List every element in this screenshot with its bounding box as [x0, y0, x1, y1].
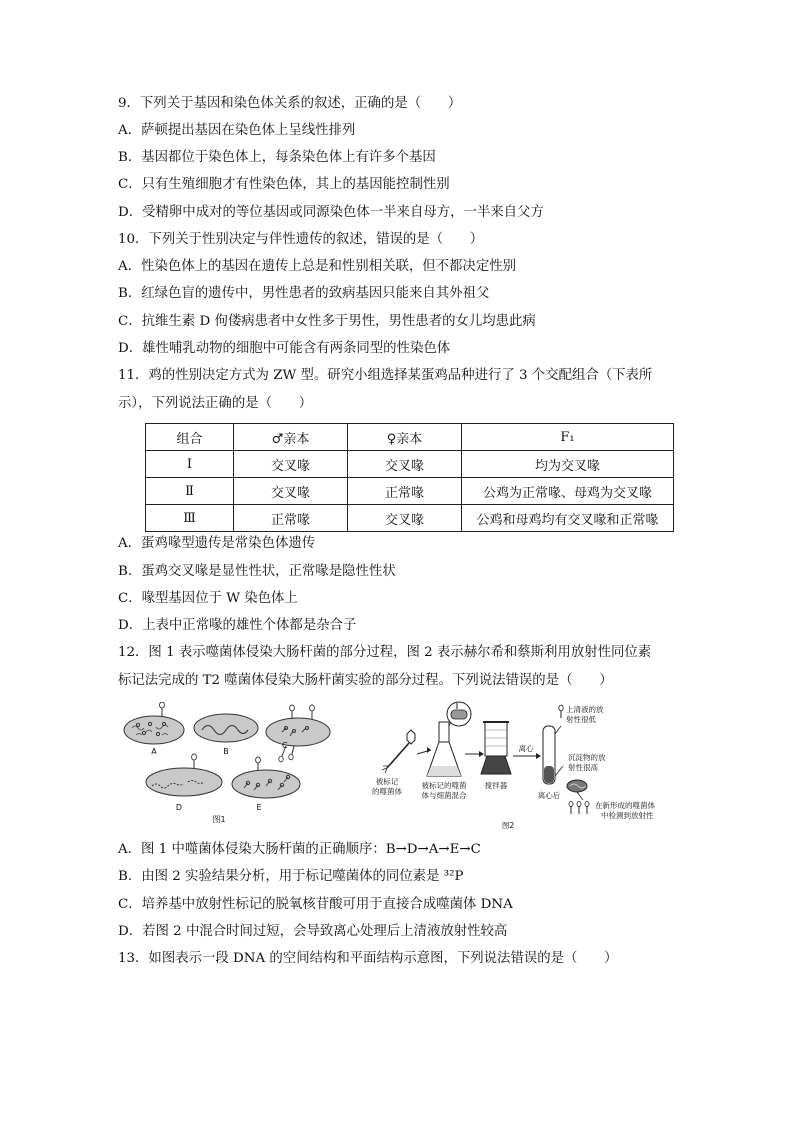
q11-option-a: A．蛋鸡喙型遗传是常染色体遗传 [118, 536, 316, 551]
sediment-label-1: 沉淀物的放 [568, 753, 606, 762]
fig1-panel-a [124, 702, 184, 756]
table-cell: 均为交叉喙 [462, 451, 674, 478]
labeled-phage [372, 730, 415, 796]
table-header-cell: ♀亲本 [348, 424, 462, 451]
q11-option-b: B．蛋鸡交叉喙是显性性状，正常喙是隐性性状 [118, 564, 396, 579]
fig1-label-d: D [175, 803, 183, 812]
table-cell: 公鸡和母鸡均有交叉喙和正常喙 [462, 505, 674, 532]
table-cell: Ⅰ [146, 451, 234, 478]
supernatant-label-1: 上清液的放 [566, 705, 604, 714]
supernatant-label-2: 射性很低 [566, 715, 596, 724]
table-cell: 交叉喙 [234, 451, 348, 478]
table-cell: 正常喙 [234, 505, 348, 532]
mix-label-2: 体与细菌混合 [421, 791, 467, 800]
figure-2 [365, 700, 685, 834]
table-row [146, 478, 674, 505]
flask [417, 722, 467, 800]
infection-zoom [447, 702, 471, 726]
table-cell: 交叉喙 [234, 478, 348, 505]
new-phages [569, 792, 655, 820]
q10-option-c: C．抗维生素 D 佝偻病患者中女性多于男性，男性患者的女儿均患此病 [118, 314, 536, 329]
q11-option-c: C．喙型基因位于 W 染色体上 [118, 591, 298, 606]
labeled-phage-label-1: 被标记 [375, 777, 399, 786]
fig1-label-a: A [151, 747, 157, 756]
q10-option-a: A．性染色体上的基因在遗传上总是和性别相关联，但不都决定性别 [118, 259, 516, 274]
q10-option-b: B．红绿色盲的遗传中，男性患者的致病基因只能来自其外祖父 [118, 286, 490, 301]
mix-label-1: 被标记的噬菌 [421, 781, 467, 790]
fig1-label-b: B [223, 747, 229, 756]
table-cell: 交叉喙 [348, 505, 462, 532]
q10-option-d: D．雄性哺乳动物的细胞中可能含有两条同型的性染色体 [118, 341, 451, 356]
blender-label: 搅拌器 [484, 781, 508, 790]
fig2-caption: 图2 [501, 821, 515, 830]
table-row [146, 505, 674, 532]
q9-option-a: A．萨顿提出基因在染色体上呈线性排列 [118, 123, 356, 138]
q9-option-d: D．受精卵中成对的等位基因或同源染色体一半来自母方，一半来自父方 [118, 205, 544, 220]
table-header-cell: F₁ [462, 424, 674, 451]
q11-option-d: D．上表中正常喙的雄性个体都是杂合子 [118, 618, 357, 633]
cross-table [145, 423, 674, 532]
fig1-caption: 图1 [212, 815, 226, 824]
q12-stem-line2: 标记法完成的 T2 噬菌体侵染大肠杆菌实验的部分过程。下列说法错误的是（ ） [118, 673, 613, 688]
fig1-label-e: E [256, 803, 262, 812]
q12-option-a: A．图 1 中噬菌体侵染大肠杆菌的正确顺序：B→D→A→E→C [118, 842, 481, 857]
fig1-panel-c [266, 705, 330, 762]
table-cell: 交叉喙 [348, 451, 462, 478]
q11-stem-line1: 11．鸡的性别决定方式为 ZW 型。研究小组选择某蛋鸡品种进行了 3 个交配组合（下表所 [118, 368, 653, 383]
sediment-label-2: 射性很高 [568, 763, 598, 772]
table-cell: 公鸡为正常喙、母鸡为交叉喙 [462, 478, 674, 505]
table-cell: Ⅱ [146, 478, 234, 505]
table-row [146, 451, 674, 478]
q12-stem-line1: 12．图 1 表示噬菌体侵染大肠杆菌的部分过程，图 2 表示赫尔希和蔡斯利用放射性同位素 [118, 645, 652, 660]
fig1-panel-d [146, 754, 222, 812]
q12-option-b: B．由图 2 实验结果分析，用于标记噬菌体的同位素是 ³²P [118, 869, 464, 884]
table-header-row [146, 424, 674, 451]
blender [465, 722, 511, 790]
supernatant-note [555, 704, 604, 734]
fig1-panel-b [194, 714, 258, 756]
new-phage-label-1: 在新形成的噬菌体 [595, 801, 655, 810]
q10-stem: 10．下列关于性别决定与伴性遗传的叙述，错误的是（ ） [118, 232, 484, 247]
q13-stem: 13．如图表示一段 DNA 的空间结构和平面结构示意图，下列说法错误的是（ ） [118, 951, 618, 966]
table-cell: 正常喙 [348, 478, 462, 505]
q12-option-c: C．培养基中放射性标记的脱氧核苷酸可用于直接合成噬菌体 DNA [118, 897, 513, 912]
table-header-cell: 组合 [146, 424, 234, 451]
figure-1 [122, 702, 334, 826]
centrifuge-tube [538, 726, 561, 800]
table-cell: Ⅲ [146, 505, 234, 532]
sediment-note [555, 752, 606, 792]
fig1-label-c: C [282, 741, 288, 750]
q9-stem: 9．下列关于基因和染色体关系的叙述，正确的是（ ） [118, 96, 462, 111]
q9-option-b: B．基因都位于染色体上，每条染色体上有许多个基因 [118, 150, 436, 165]
new-phage-label-2: 中检测到放射性 [601, 811, 654, 820]
q12-option-d: D．若图 2 中混合时间过短，会导致离心处理后上清液放射性较高 [118, 924, 508, 939]
q9-option-c: C．只有生殖细胞才有性染色体，其上的基因能控制性别 [118, 177, 450, 192]
fig1-panel-e [232, 757, 300, 812]
centrifuge-step [513, 743, 541, 759]
q11-stem-line2: 示），下列说法正确的是（ ） [118, 396, 313, 411]
table-header-cell: ♂亲本 [234, 424, 348, 451]
after-centrifuge-label: 离心后 [537, 791, 561, 800]
centrifuge-label: 离心 [518, 744, 534, 753]
labeled-phage-label-2: 的噬菌体 [372, 787, 402, 796]
